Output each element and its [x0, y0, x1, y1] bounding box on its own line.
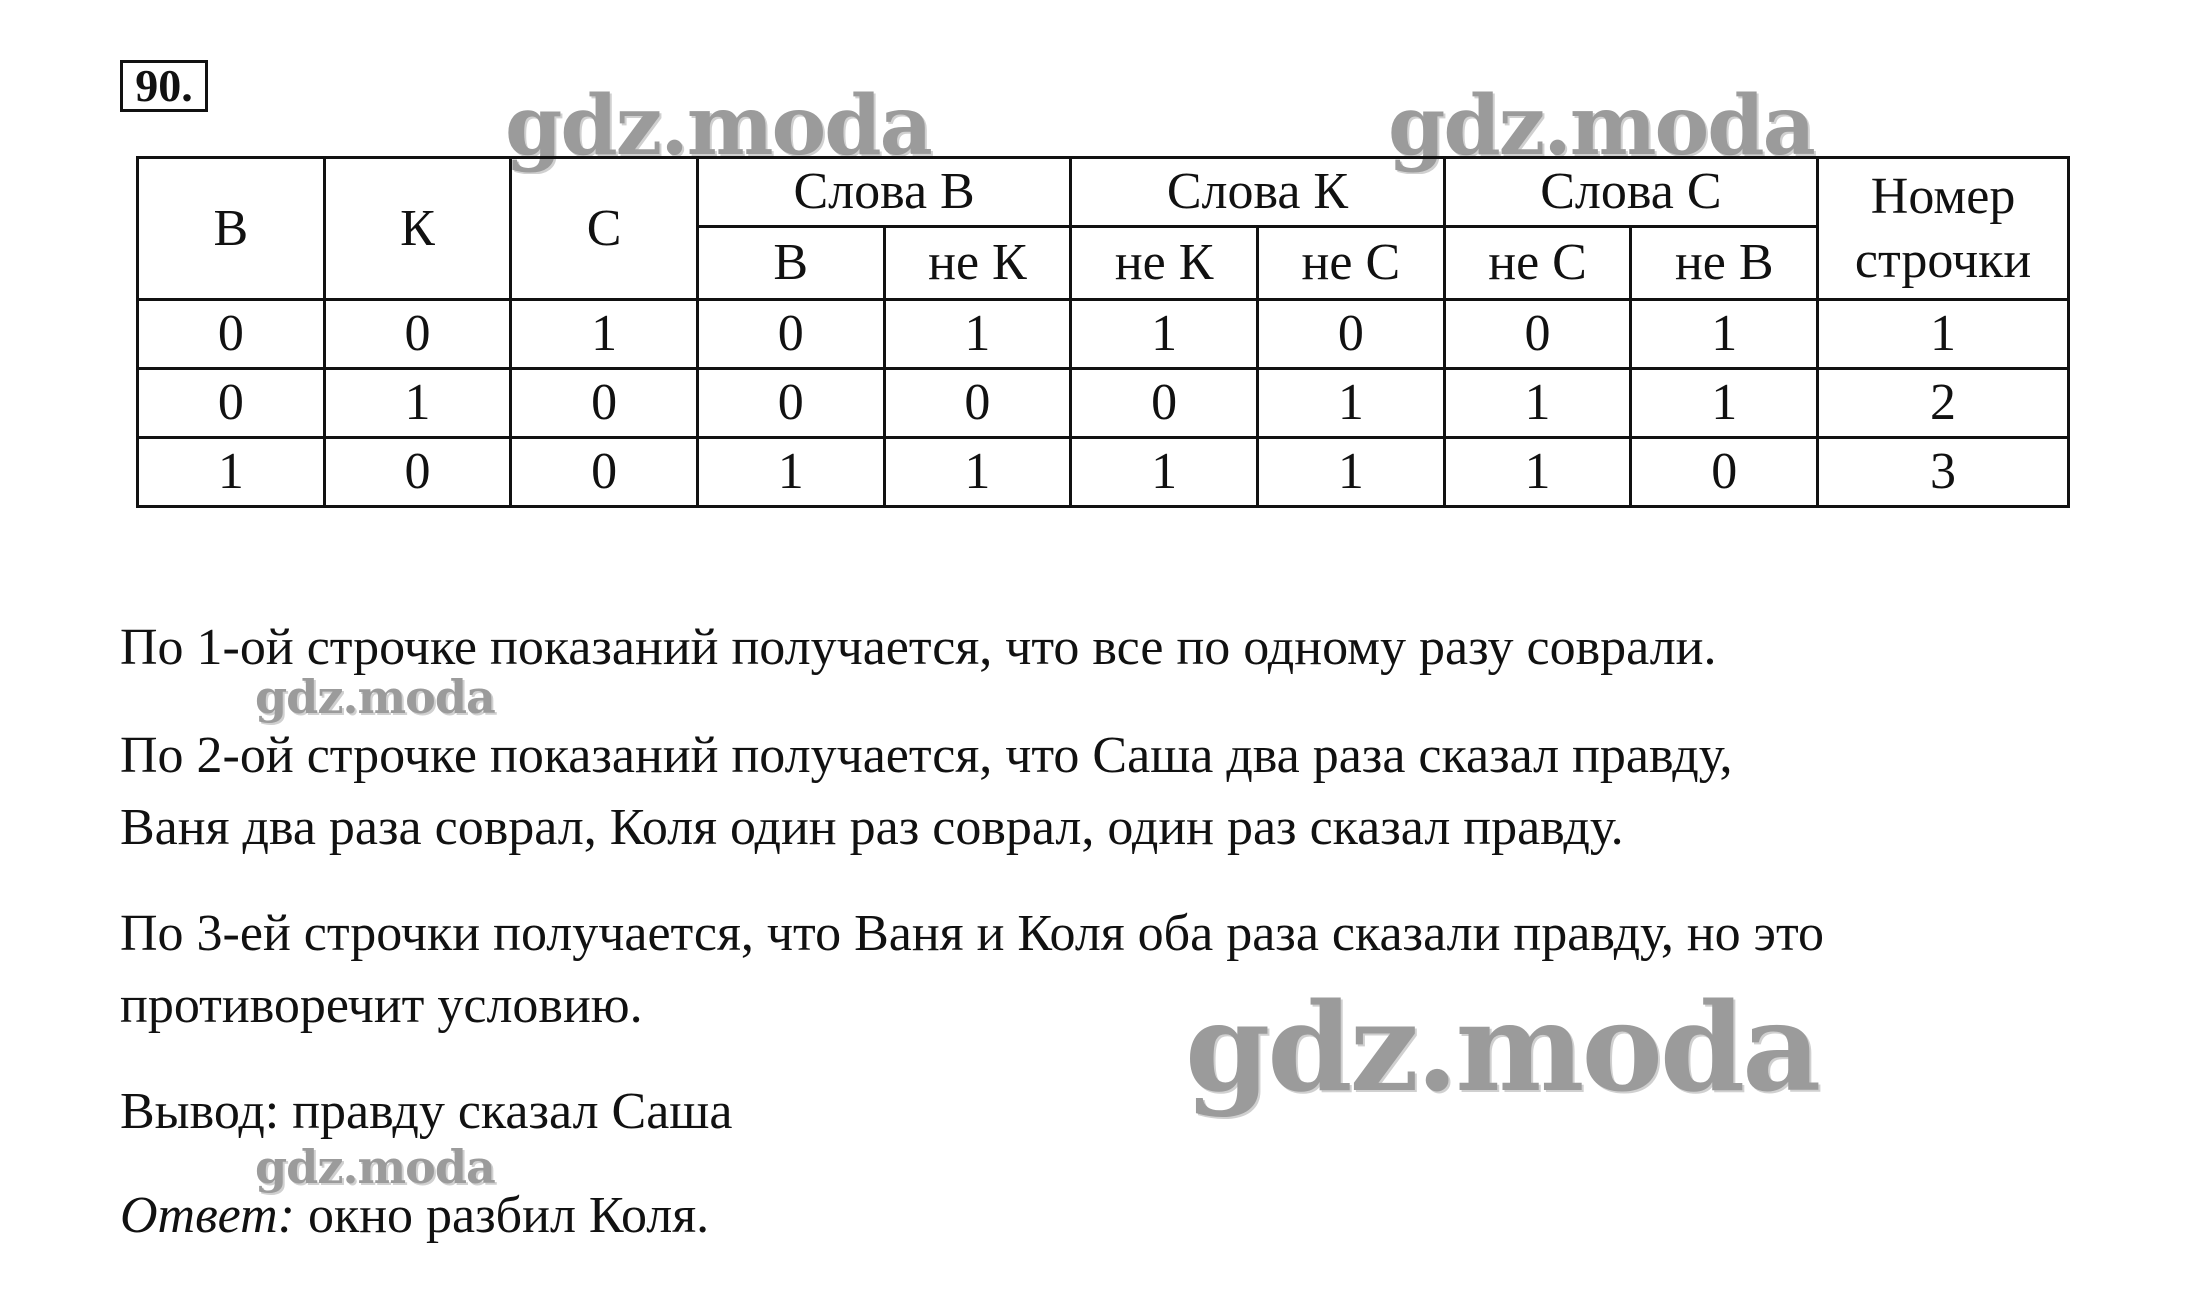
table-cell: 0 [511, 438, 698, 507]
watermark: gdz.moda [255, 670, 495, 724]
table-cell: 1 [884, 300, 1071, 369]
table-row [138, 438, 2069, 507]
table-cell: 0 [697, 369, 884, 438]
paragraph-line: Ваня два раза соврал, Коля один раз соврал, один раз сказал правду. [120, 799, 1624, 856]
table-cell: 0 [511, 369, 698, 438]
truth-table [136, 156, 2070, 508]
table-cell: 1 [1257, 369, 1444, 438]
subheader-cell: не К [884, 227, 1071, 300]
header-cell: К [324, 158, 511, 300]
conclusion: Вывод: правду сказал Саша [120, 1083, 733, 1140]
table-cell: 1 [1631, 300, 1818, 369]
watermark: gdz.moda [1185, 975, 1819, 1119]
table-cell: 0 [324, 438, 511, 507]
table-cell: 1 [884, 438, 1071, 507]
watermark: gdz.moda [505, 78, 931, 174]
table-cell: 1 [324, 369, 511, 438]
table-cell: 0 [884, 369, 1071, 438]
table-cell: 1 [1257, 438, 1444, 507]
table-cell: 1 [1444, 438, 1631, 507]
header-cell [1818, 158, 2069, 300]
table-cell: 1 [138, 438, 325, 507]
table-cell: 1 [511, 300, 698, 369]
table-cell: 1 [697, 438, 884, 507]
header-cell: Слова К [1071, 158, 1444, 227]
subheader-cell: не С [1257, 227, 1444, 300]
subheader-cell: не К [1071, 227, 1258, 300]
answer-text: окно разбил Коля. [307, 1187, 710, 1244]
header-cell: С [511, 158, 698, 300]
answer-label: Ответ: [120, 1187, 295, 1244]
subheader-cell: В [697, 227, 884, 300]
table-cell: 0 [324, 300, 511, 369]
paragraph-line: По 2-ой строчке показаний получается, что Саша два раза сказал правду, [120, 727, 1733, 784]
table-cell: 1 [1444, 369, 1631, 438]
table-row [138, 300, 2069, 369]
paragraph-line: противоречит условию. [120, 977, 643, 1034]
watermark: gdz.moda [1388, 78, 1814, 174]
table-cell: 0 [697, 300, 884, 369]
table-cell: 0 [1071, 369, 1258, 438]
paragraph-line: По 3-ей строчки получается, что Ваня и Коля оба раза сказали правду, но это [120, 905, 1825, 962]
table-cell: 0 [1257, 300, 1444, 369]
table-cell: 1 [1071, 438, 1258, 507]
subheader-cell: не С [1444, 227, 1631, 300]
watermark: gdz.moda [255, 1140, 495, 1194]
subheader-cell: не В [1631, 227, 1818, 300]
table-cell: 3 [1818, 438, 2069, 507]
table-cell: 0 [1444, 300, 1631, 369]
paragraph-row2 [120, 720, 1733, 864]
table-cell: 0 [138, 300, 325, 369]
table-cell: 1 [1631, 369, 1818, 438]
header-cell: Слова С [1444, 158, 1817, 227]
table-cell: 2 [1818, 369, 2069, 438]
table-header-row [138, 158, 2069, 227]
table-cell: 0 [138, 369, 325, 438]
header-cell: Слова В [697, 158, 1070, 227]
paragraph-row1: По 1-ой строчке показаний получается, что все по одному разу соврали. [120, 619, 1717, 676]
answer [120, 1180, 709, 1252]
header-cell: В [138, 158, 325, 300]
table-row [138, 369, 2069, 438]
task-number: 90. [120, 60, 208, 112]
table-cell: 1 [1818, 300, 2069, 369]
row-number-header: Номер строчки [1854, 167, 2032, 289]
table-cell: 1 [1071, 300, 1258, 369]
table-cell: 0 [1631, 438, 1818, 507]
